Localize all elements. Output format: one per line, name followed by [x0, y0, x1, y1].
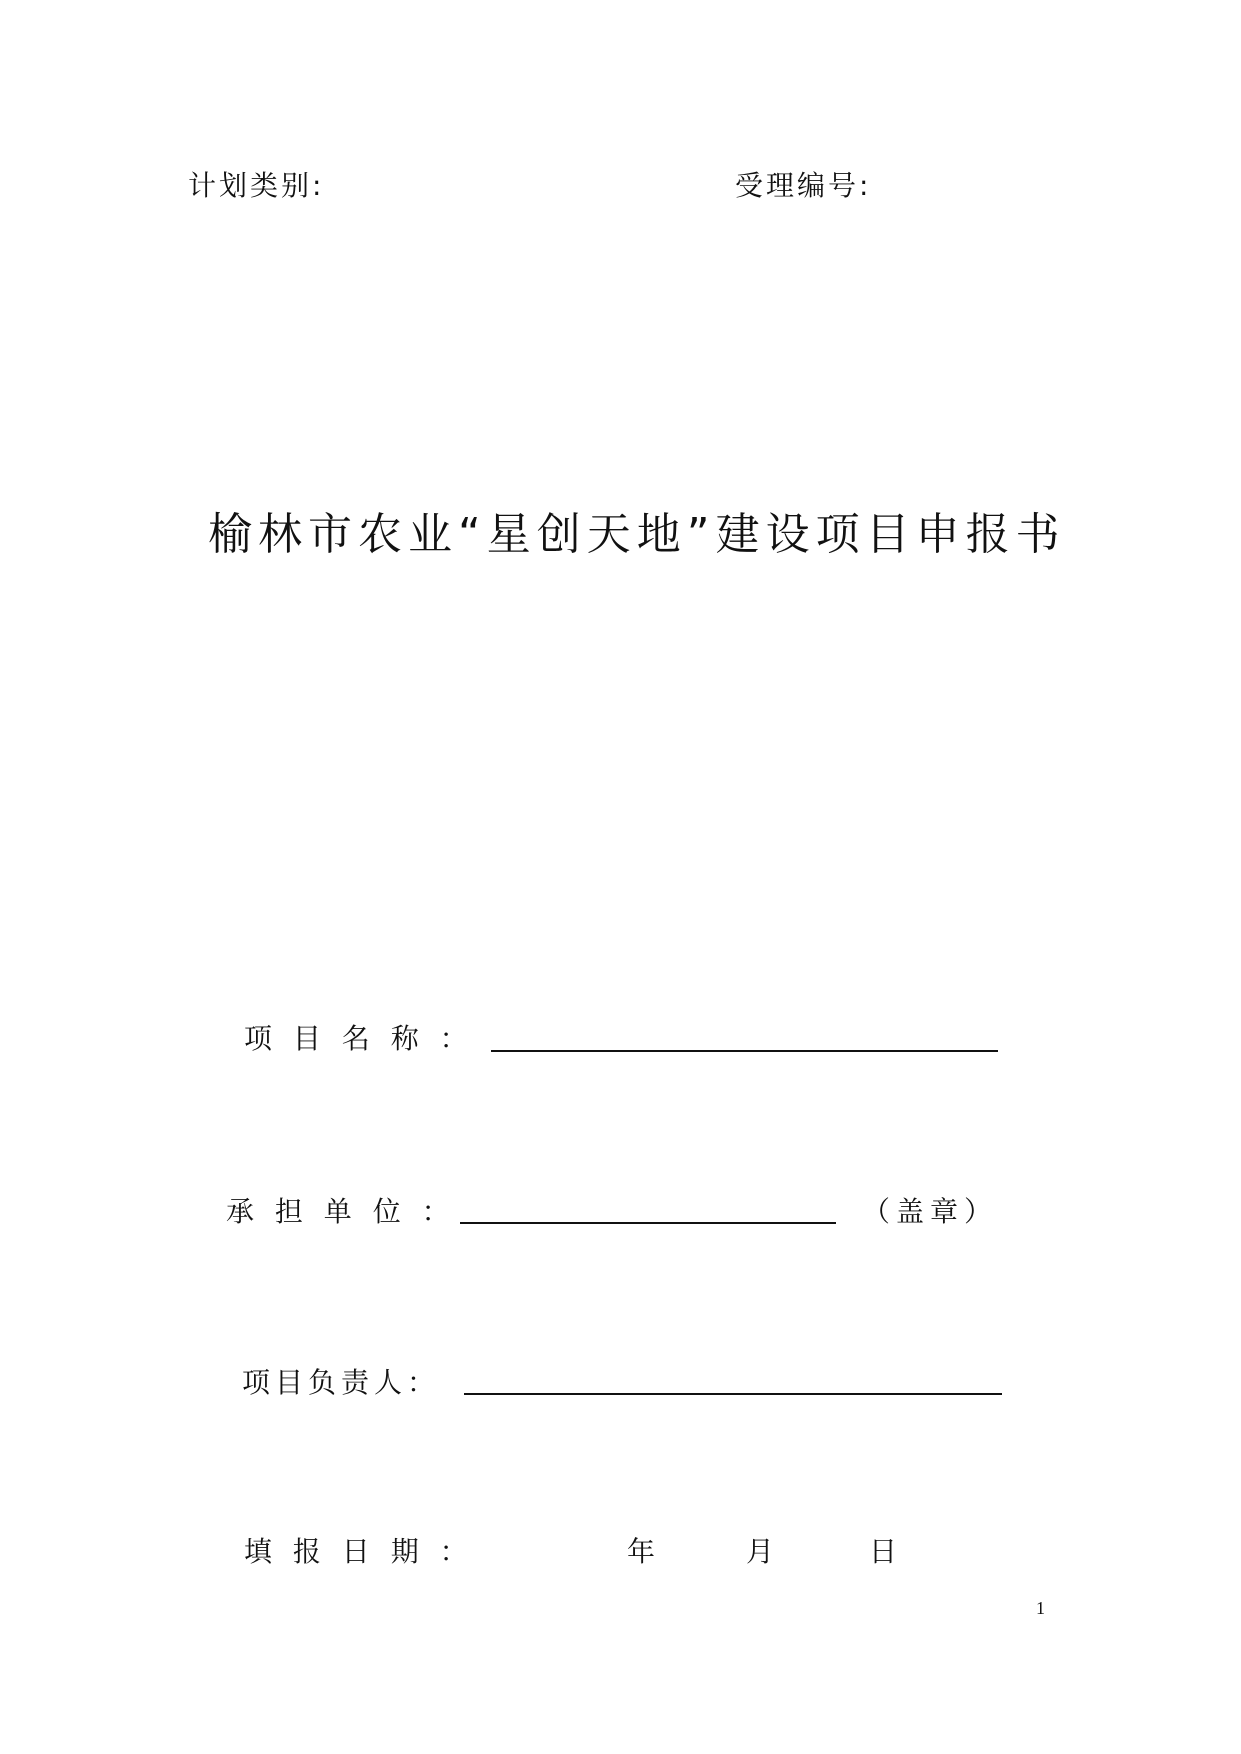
project-name-label: 项 目 名 称 ： [244, 1022, 474, 1055]
year-label: 年 [627, 1535, 656, 1568]
undertaking-unit-label: 承 担 单 位 ： [226, 1195, 456, 1228]
day-label: 日 [869, 1535, 898, 1568]
project-leader-field[interactable] [464, 1393, 1002, 1395]
acceptance-number-label: 受理编号: [735, 169, 872, 202]
project-leader-label: 项目负责人： [242, 1366, 441, 1399]
month-label: 月 [746, 1535, 775, 1568]
plan-category-label: 计划类别: [188, 169, 325, 202]
fill-date-label: 填 报 日 期 ： [244, 1535, 474, 1568]
project-name-field[interactable] [491, 1050, 998, 1052]
page-title: 榆林市农业“星创天地”建设项目申报书 [208, 509, 1066, 560]
seal-note: （盖章） [862, 1195, 999, 1228]
page-number: 1 [1036, 1598, 1045, 1618]
undertaking-unit-field[interactable] [460, 1222, 836, 1224]
